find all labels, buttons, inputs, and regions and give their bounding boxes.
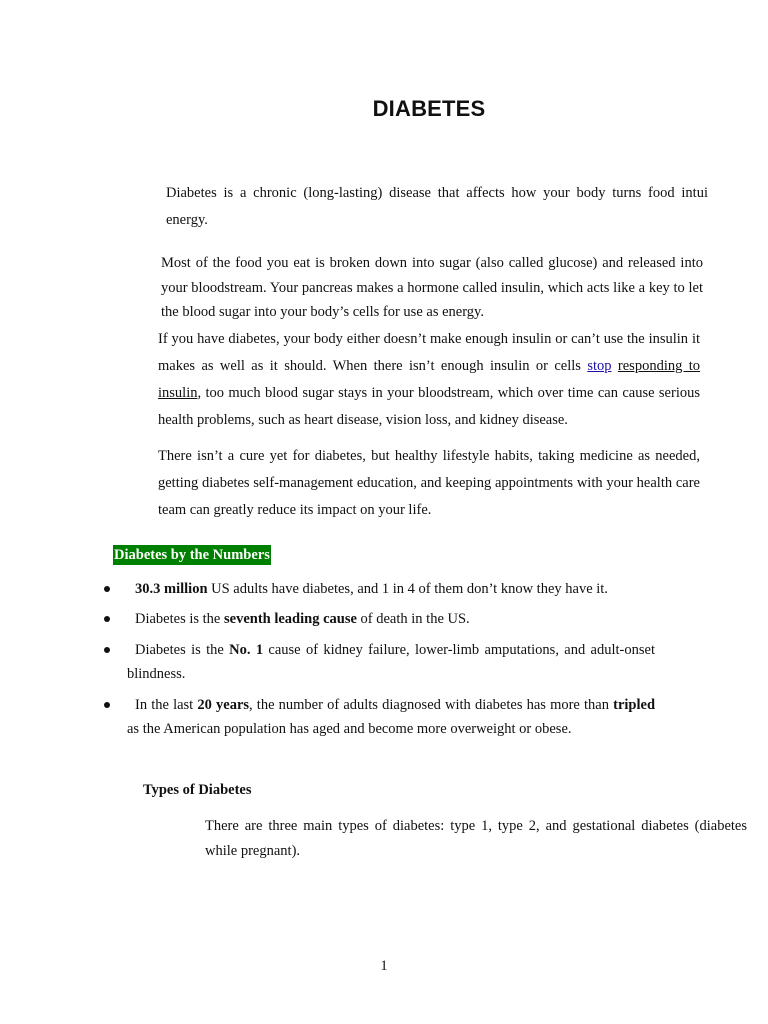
bullet-icon	[104, 647, 110, 653]
insulin-paragraph-text-end: , too much blood sugar stays in your bloodstream, which over time can cause serious health problems, such as heart disease, vision loss, and kidney disease.	[158, 385, 700, 428]
stop-responding-link[interactable]: stop	[587, 358, 612, 374]
document-title: DIABETES	[372, 96, 486, 121]
types-paragraph: There are three main types of diabetes: type 1, type 2, and gestational diabetes (diabetes while pregnant).	[205, 818, 747, 859]
list-item	[127, 607, 655, 631]
insulin-paragraph-text: If you have diabetes, your body either doesn’t make enough insulin or can’t use the insulin it makes as well as it should. When there isn’t enough insulin or cells	[158, 331, 700, 374]
insulin-paragraph	[113, 326, 700, 434]
list-item	[127, 638, 655, 686]
list-item	[127, 693, 655, 741]
bullet-icon	[104, 702, 110, 708]
bullet-text-pre: Diabetes is the	[135, 611, 224, 627]
bullet-text: as the American population has aged and become more overweight or obese.	[127, 721, 572, 737]
bullet-text: of death in the US.	[356, 611, 470, 627]
bullet-text-mid: , the number of adults diagnosed with diabetes has more than	[249, 697, 614, 713]
bullet-text: US adults have diabetes, and 1 in 4 of them don’t know they have it.	[207, 581, 608, 597]
stop-responding-link-continued[interactable]: responding to insulin	[158, 358, 701, 401]
bullet-bold: 30.3 million	[135, 581, 208, 597]
bullet-text-pre: In the last	[135, 697, 198, 713]
numbers-heading: Diabetes by the Numbers	[114, 547, 270, 563]
bullet-text: cause of kidney failure, lower-limb amputations, and adult-onset blindness.	[127, 642, 655, 682]
bullet-icon	[104, 616, 110, 622]
bullet-bold: seventh leading cause	[224, 611, 357, 627]
bullet-icon	[104, 586, 110, 592]
bullet-bold: No. 1	[229, 642, 264, 658]
bullet-bold: 20 years	[197, 697, 250, 713]
list-item	[127, 577, 655, 601]
food-paragraph: Most of the food you eat is broken down into sugar (also called glucose) and released into your bloodstream. Your pancreas makes a hormone called insulin, which acts like a key to let the blood sugar into your body’s cells for use as energy.	[161, 255, 703, 320]
types-heading: Types of Diabetes	[143, 782, 252, 798]
bullet-bold-2: tripled	[613, 697, 656, 713]
intro-paragraph: Diabetes is a chronic (long-lasting) disease that affects how your body turns food intui energy.	[166, 185, 708, 228]
bullet-text-pre: Diabetes is the	[135, 642, 230, 658]
cure-paragraph: There isn’t a cure yet for diabetes, but healthy lifestyle habits, taking medicine as needed, getting diabetes self-management education, and keeping appointments with your health care team can greatly reduce its impact on your life.	[158, 448, 700, 518]
page-number: 1	[380, 958, 388, 974]
